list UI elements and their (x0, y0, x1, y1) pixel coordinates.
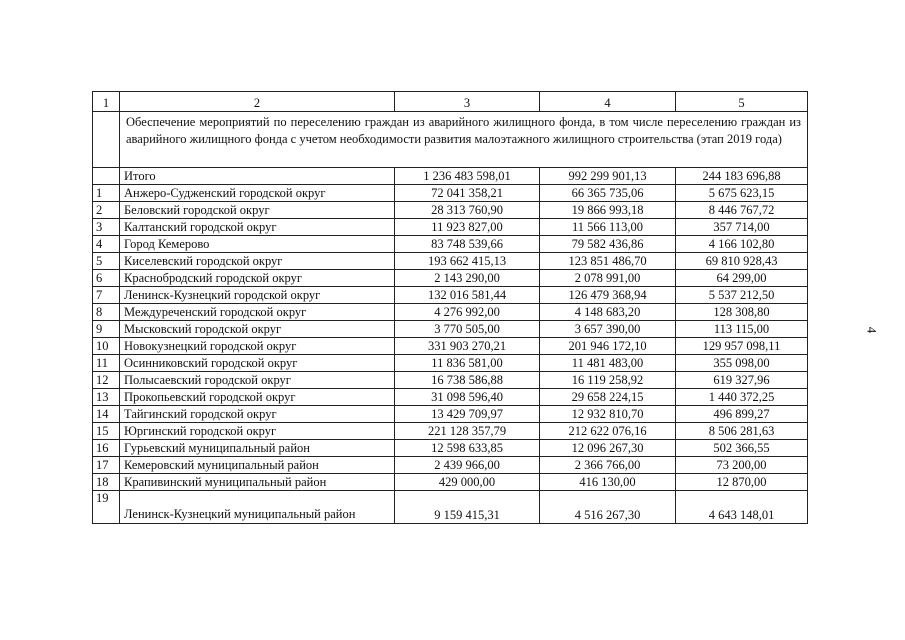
amount-col4: 79 582 436,86 (540, 236, 676, 253)
section-description: Обеспечение мероприятий по переселению граждан из аварийного жилищного фонда, в том числе переселению граждан из аварийного жилищного фонда с учетом необходимости развития малоэтажного жилищного строительства (этап 2019 года) (120, 112, 808, 168)
amount-col3: 9 159 415,31 (395, 491, 540, 524)
amount-col5: 113 115,00 (676, 321, 808, 338)
municipality-name: Полысаевский городской округ (120, 372, 395, 389)
amount-col4: 212 622 076,16 (540, 423, 676, 440)
row-number: 11 (93, 355, 120, 372)
column-number-row (93, 92, 808, 112)
description-row (93, 112, 808, 168)
amount-col4: 16 119 258,92 (540, 372, 676, 389)
total-col5: 244 183 696,88 (676, 168, 808, 185)
amount-col3: 4 276 992,00 (395, 304, 540, 321)
table-row (93, 236, 808, 253)
table-row (93, 406, 808, 423)
table-row (93, 185, 808, 202)
municipality-name: Юргинский городской округ (120, 423, 395, 440)
amount-col5: 128 308,80 (676, 304, 808, 321)
municipality-name: Калтанский городской округ (120, 219, 395, 236)
amount-col5: 64 299,00 (676, 270, 808, 287)
table-row (93, 253, 808, 270)
amount-col5: 8 446 767,72 (676, 202, 808, 219)
amount-col4: 2 366 766,00 (540, 457, 676, 474)
amount-col3: 72 041 358,21 (395, 185, 540, 202)
municipality-name: Кемеровский муниципальный район (120, 457, 395, 474)
amount-col4: 126 479 368,94 (540, 287, 676, 304)
amount-col3: 132 016 581,44 (395, 287, 540, 304)
amount-col4: 4 148 683,20 (540, 304, 676, 321)
amount-col5: 5 675 623,15 (676, 185, 808, 202)
amount-col5: 8 506 281,63 (676, 423, 808, 440)
amount-col5: 73 200,00 (676, 457, 808, 474)
amount-col4: 11 566 113,00 (540, 219, 676, 236)
row-number: 15 (93, 423, 120, 440)
row-number: 7 (93, 287, 120, 304)
header-cell-3: 3 (395, 92, 540, 112)
municipality-name: Новокузнецкий городской округ (120, 338, 395, 355)
municipality-name: Крапивинский муниципальный район (120, 474, 395, 491)
row-number: 18 (93, 474, 120, 491)
table-row (93, 321, 808, 338)
municipality-name: Гурьевский муниципальный район (120, 440, 395, 457)
amount-col5: 357 714,00 (676, 219, 808, 236)
municipality-name: Междуреченский городской округ (120, 304, 395, 321)
municipality-name: Тайгинский городской округ (120, 406, 395, 423)
municipality-name: Ленинск-Кузнецкий городской округ (120, 287, 395, 304)
amount-col4: 201 946 172,10 (540, 338, 676, 355)
amount-col5: 355 098,00 (676, 355, 808, 372)
row-number: 9 (93, 321, 120, 338)
table-row (93, 389, 808, 406)
header-cell-1: 1 (93, 92, 120, 112)
amount-col3: 16 738 586,88 (395, 372, 540, 389)
amount-col4: 3 657 390,00 (540, 321, 676, 338)
amount-col5: 619 327,96 (676, 372, 808, 389)
row-number: 14 (93, 406, 120, 423)
header-cell-2: 2 (120, 92, 395, 112)
amount-col3: 31 098 596,40 (395, 389, 540, 406)
municipality-name: Беловский городской округ (120, 202, 395, 219)
row-number: 1 (93, 185, 120, 202)
amount-col4: 11 481 483,00 (540, 355, 676, 372)
municipality-name: Прокопьевский городской округ (120, 389, 395, 406)
row-number: 17 (93, 457, 120, 474)
row-number: 3 (93, 219, 120, 236)
amount-col5: 4 166 102,80 (676, 236, 808, 253)
amount-col3: 221 128 357,79 (395, 423, 540, 440)
amount-col5: 496 899,27 (676, 406, 808, 423)
amount-col4: 416 130,00 (540, 474, 676, 491)
municipality-name: Город Кемерово (120, 236, 395, 253)
amount-col3: 28 313 760,90 (395, 202, 540, 219)
amount-col4: 123 851 486,70 (540, 253, 676, 270)
empty-cell (93, 112, 120, 168)
total-row (93, 168, 808, 185)
amount-col3: 2 439 966,00 (395, 457, 540, 474)
amount-col4: 19 866 993,18 (540, 202, 676, 219)
amount-col4: 29 658 224,15 (540, 389, 676, 406)
table-row (93, 491, 808, 524)
amount-col3: 13 429 709,97 (395, 406, 540, 423)
empty-cell (93, 168, 120, 185)
amount-col3: 83 748 539,66 (395, 236, 540, 253)
row-number: 5 (93, 253, 120, 270)
amount-col5: 12 870,00 (676, 474, 808, 491)
amount-col4: 4 516 267,30 (540, 491, 676, 524)
amount-col3: 3 770 505,00 (395, 321, 540, 338)
municipality-name: Анжеро-Судженский городской округ (120, 185, 395, 202)
table-row (93, 287, 808, 304)
row-number: 12 (93, 372, 120, 389)
amount-col5: 502 366,55 (676, 440, 808, 457)
table-row (93, 202, 808, 219)
table-row (93, 270, 808, 287)
amount-col4: 66 365 735,06 (540, 185, 676, 202)
row-number: 19 (93, 491, 120, 524)
row-number: 13 (93, 389, 120, 406)
table-row (93, 338, 808, 355)
header-cell-5: 5 (676, 92, 808, 112)
funding-table (92, 91, 808, 524)
row-number: 16 (93, 440, 120, 457)
table-row (93, 304, 808, 321)
amount-col4: 12 096 267,30 (540, 440, 676, 457)
table-body (93, 92, 808, 524)
municipality-name: Осинниковский городской округ (120, 355, 395, 372)
table-row (93, 440, 808, 457)
page-number: 4 (864, 326, 880, 334)
amount-col3: 11 923 827,00 (395, 219, 540, 236)
amount-col3: 11 836 581,00 (395, 355, 540, 372)
table-row (93, 474, 808, 491)
amount-col5: 129 957 098,11 (676, 338, 808, 355)
header-cell-4: 4 (540, 92, 676, 112)
row-number: 6 (93, 270, 120, 287)
total-col4: 992 299 901,13 (540, 168, 676, 185)
municipality-name: Краснобродский городской округ (120, 270, 395, 287)
table-row (93, 219, 808, 236)
table-row (93, 355, 808, 372)
amount-col3: 331 903 270,21 (395, 338, 540, 355)
municipality-name: Мысковский городской округ (120, 321, 395, 338)
total-col3: 1 236 483 598,01 (395, 168, 540, 185)
amount-col3: 429 000,00 (395, 474, 540, 491)
amount-col4: 2 078 991,00 (540, 270, 676, 287)
amount-col3: 2 143 290,00 (395, 270, 540, 287)
row-number: 10 (93, 338, 120, 355)
table-row (93, 457, 808, 474)
municipality-name: Киселевский городской округ (120, 253, 395, 270)
table-row (93, 372, 808, 389)
row-number: 8 (93, 304, 120, 321)
amount-col5: 1 440 372,25 (676, 389, 808, 406)
total-label: Итого (120, 168, 395, 185)
table-row (93, 423, 808, 440)
amount-col4: 12 932 810,70 (540, 406, 676, 423)
municipality-name: Ленинск-Кузнецкий муниципальный район (120, 491, 395, 524)
row-number: 4 (93, 236, 120, 253)
amount-col5: 5 537 212,50 (676, 287, 808, 304)
amount-col5: 4 643 148,01 (676, 491, 808, 524)
amount-col3: 193 662 415,13 (395, 253, 540, 270)
amount-col3: 12 598 633,85 (395, 440, 540, 457)
amount-col5: 69 810 928,43 (676, 253, 808, 270)
row-number: 2 (93, 202, 120, 219)
